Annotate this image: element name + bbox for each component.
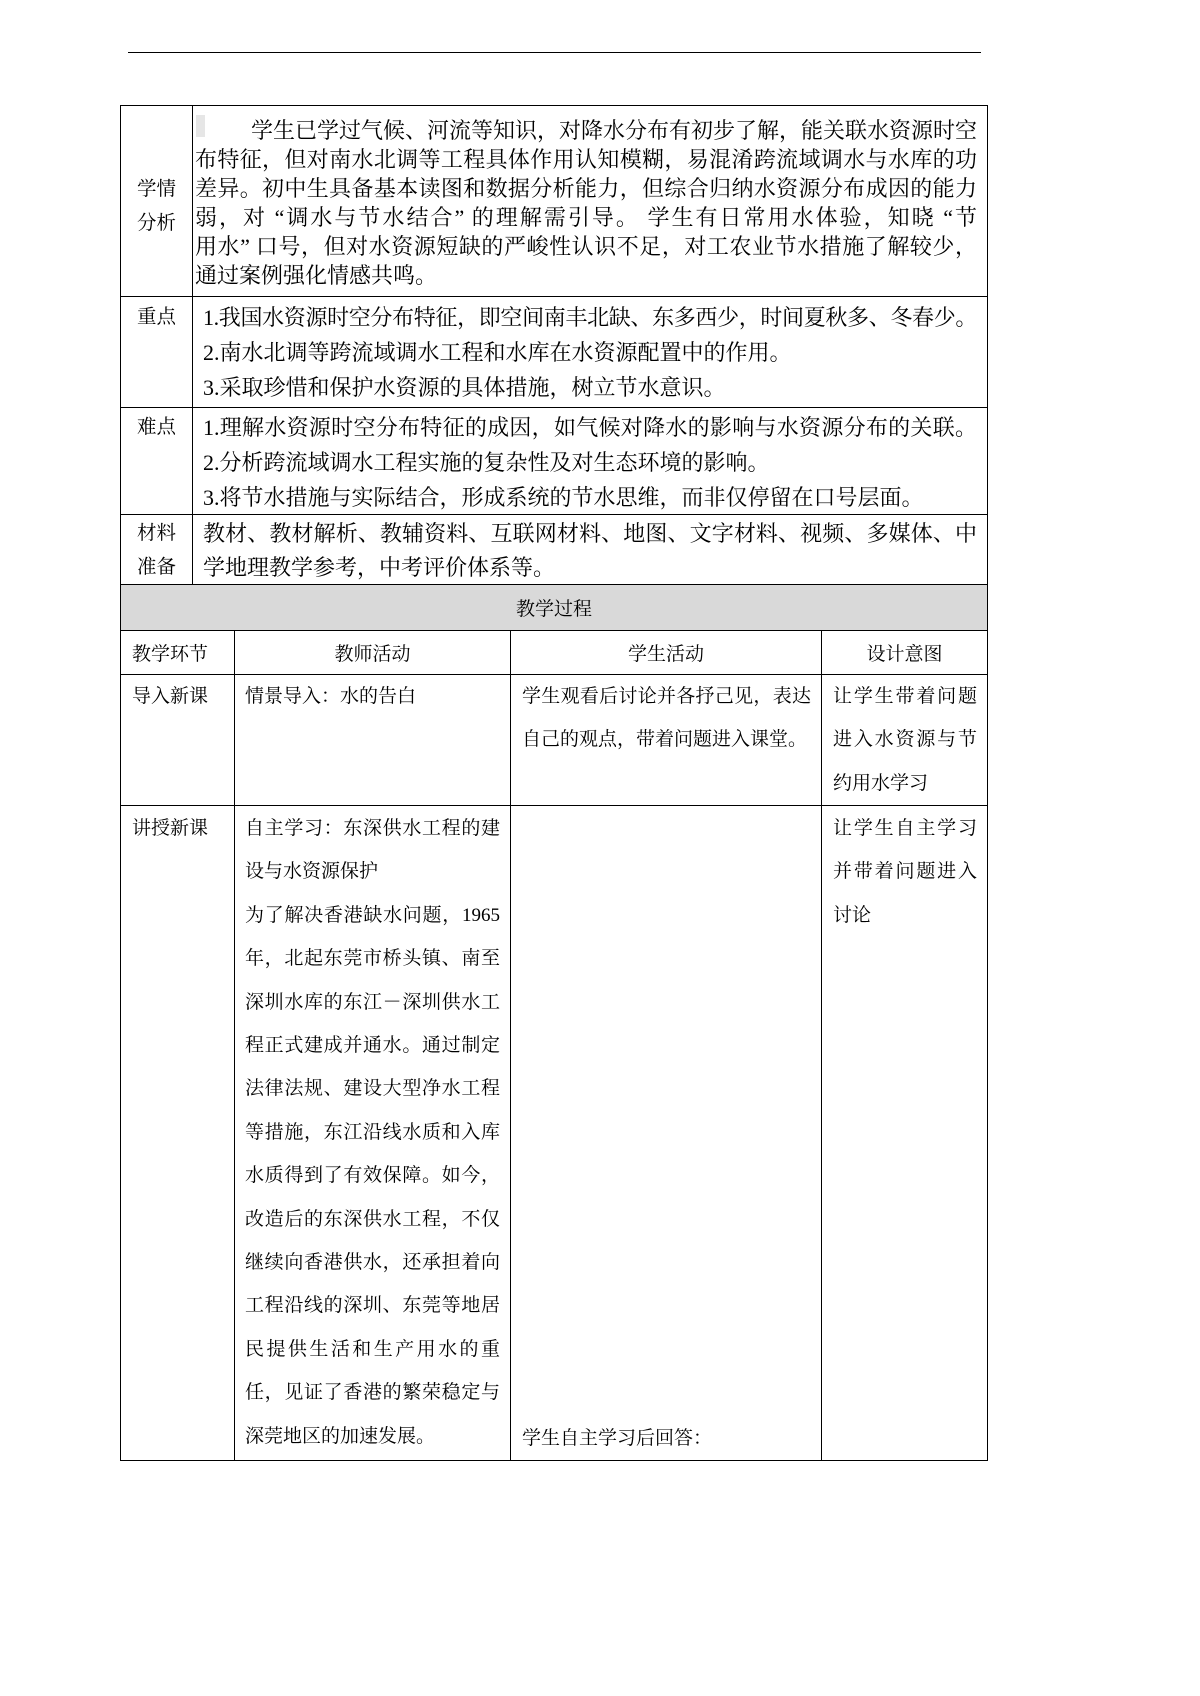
key-point-item: 2.南水北调等跨流域调水工程和水库在水资源配置中的作用。 <box>203 340 792 365</box>
info-row-student-analysis <box>121 106 988 297</box>
key-point-item: 1.我国水资源时空分布特征，即空间南丰北缺、东多西少，时间夏秋多、冬春少。 <box>203 305 977 330</box>
stage-name: 导入新课 <box>132 686 209 707</box>
teacher-activity-line: 继续向香港供水，还承担着向 <box>245 1252 500 1274</box>
teacher-activity-line: 深莞地区的加速发展。 <box>245 1425 436 1447</box>
lesson-info-table <box>121 106 988 585</box>
row-label-materials <box>121 515 193 584</box>
materials-line: 学地理教学参考，中考评价体系等。 <box>203 555 556 580</box>
row-label-text: 材料 <box>136 523 176 544</box>
difficulty-item: 3.将节水措施与实际结合，形成系统的节水思维，而非仅停留在口号层面。 <box>203 485 924 510</box>
design-intent-line: 并带着问题进入 <box>833 861 977 883</box>
teacher-activity-line: 任，见证了香港的繁荣稳定与 <box>245 1382 500 1404</box>
key-points-content <box>193 297 988 407</box>
process-header-row <box>121 631 988 675</box>
teacher-activity-line: 等措施，东江沿线水质和入库 <box>245 1121 500 1143</box>
teacher-activity-line: 设与水资源保护 <box>245 861 379 883</box>
teacher-activity-line: 深圳水库的东江－深圳供水工 <box>245 991 500 1013</box>
student-analysis-content <box>193 106 988 296</box>
lesson-plan-tables <box>120 105 988 1461</box>
student-analysis-line: 用水” 口号，但对水资源短缺的严峻性认识不足，对工农业节水措施了解较少， <box>195 233 977 259</box>
teaching-process-table <box>121 585 988 1461</box>
materials-content <box>193 515 988 584</box>
design-intent-line: 让学生自主学习 <box>833 818 977 839</box>
teacher-activity-line: 情景导入：水的告白 <box>245 686 417 707</box>
row-label-difficulties <box>121 408 193 514</box>
info-row-difficulties <box>121 408 988 515</box>
teacher-activity-cell <box>235 806 511 1460</box>
teacher-activity-line: 程正式建成并通水。通过制定 <box>245 1035 500 1057</box>
student-activity-line: 自己的观点，带着问题进入课堂。 <box>522 729 808 751</box>
process-row-introduction <box>121 675 988 806</box>
paragraph-shading-mark <box>196 115 205 137</box>
student-analysis-line: 通过案例强化情感共鸣。 <box>195 262 438 288</box>
teacher-activity-cell <box>235 675 511 805</box>
column-header-student-activity: 学生活动 <box>511 631 822 674</box>
stage-cell <box>121 675 235 805</box>
row-label-text: 分析 <box>136 213 176 234</box>
difficulties-content <box>193 408 988 514</box>
student-activity-line: 学生自主学习后回答： <box>522 1427 713 1449</box>
difficulty-item: 2.分析跨流域调水工程实施的复杂性及对生态环境的影响。 <box>203 450 770 475</box>
student-analysis-line: 布特征，但对南水北调等工程具体作用认知模糊，易混淆跨流域调水与水库的功 <box>195 146 977 172</box>
teacher-activity-line: 水质得到了有效保障。如今， <box>245 1165 500 1187</box>
teacher-activity-line: 年，北起东莞市桥头镇、南至 <box>245 948 500 970</box>
design-intent-line: 约用水学习 <box>833 772 929 794</box>
row-label-text: 难点 <box>136 417 176 438</box>
design-intent-line: 让学生带着问题 <box>833 686 977 707</box>
stage-name: 讲授新课 <box>132 818 209 839</box>
teacher-activity-line: 自主学习：东深供水工程的建 <box>245 818 500 839</box>
teacher-activity-line: 为了解决香港缺水问题，1965 <box>245 904 500 926</box>
design-intent-cell <box>822 806 988 1460</box>
teacher-activity-line: 法律法规、建设大型净水工程 <box>245 1078 500 1100</box>
student-activity-line: 学生观看后讨论并各抒己见，表达 <box>522 686 811 707</box>
materials-line: 教材、教材解析、教辅资料、互联网材料、地图、文字材料、视频、多媒体、中 <box>203 521 977 546</box>
process-row-new-lesson <box>121 806 988 1461</box>
column-header-design-intent: 设计意图 <box>822 631 988 674</box>
key-point-item: 3.采取珍惜和保护水资源的具体措施，树立节水意识。 <box>203 375 726 400</box>
process-table-title: 教学过程 <box>121 585 988 631</box>
design-intent-cell <box>822 675 988 805</box>
row-label-student-analysis <box>121 106 193 296</box>
header-rule <box>128 52 981 53</box>
info-row-key-points <box>121 297 988 408</box>
info-row-materials <box>121 515 988 585</box>
design-intent-line: 进入水资源与节 <box>833 729 977 751</box>
stage-cell <box>121 806 235 1460</box>
student-analysis-line: 弱，对 “调水与节水结合” 的理解需引导。 学生有日常用水体验，知晓 “节 <box>195 204 977 230</box>
column-header-stage: 教学环节 <box>121 631 235 674</box>
student-analysis-line: 差异。初中生具备基本读图和数据分析能力，但综合归纳水资源分布成因的能力 <box>195 175 977 201</box>
row-label-key-points <box>121 297 193 407</box>
design-intent-line: 讨论 <box>833 904 872 926</box>
row-label-text: 重点 <box>136 307 176 328</box>
student-activity-cell <box>511 806 822 1460</box>
teacher-activity-line: 工程沿线的深圳、东莞等地居 <box>245 1295 500 1317</box>
column-header-teacher-activity: 教师活动 <box>235 631 511 674</box>
row-label-text: 准备 <box>136 557 176 578</box>
student-activity-cell <box>511 675 822 805</box>
student-analysis-line: 学生已学过气候、河流等知识，对降水分布有初步了解，能关联水资源时空 <box>251 117 977 143</box>
teacher-activity-line: 改造后的东深供水工程，不仅 <box>245 1208 500 1230</box>
difficulty-item: 1.理解水资源时空分布特征的成因，如气候对降水的影响与水资源分布的关联。 <box>203 415 977 440</box>
row-label-text: 学情 <box>136 179 176 200</box>
teacher-activity-line: 民提供生活和生产用水的重 <box>245 1338 500 1360</box>
